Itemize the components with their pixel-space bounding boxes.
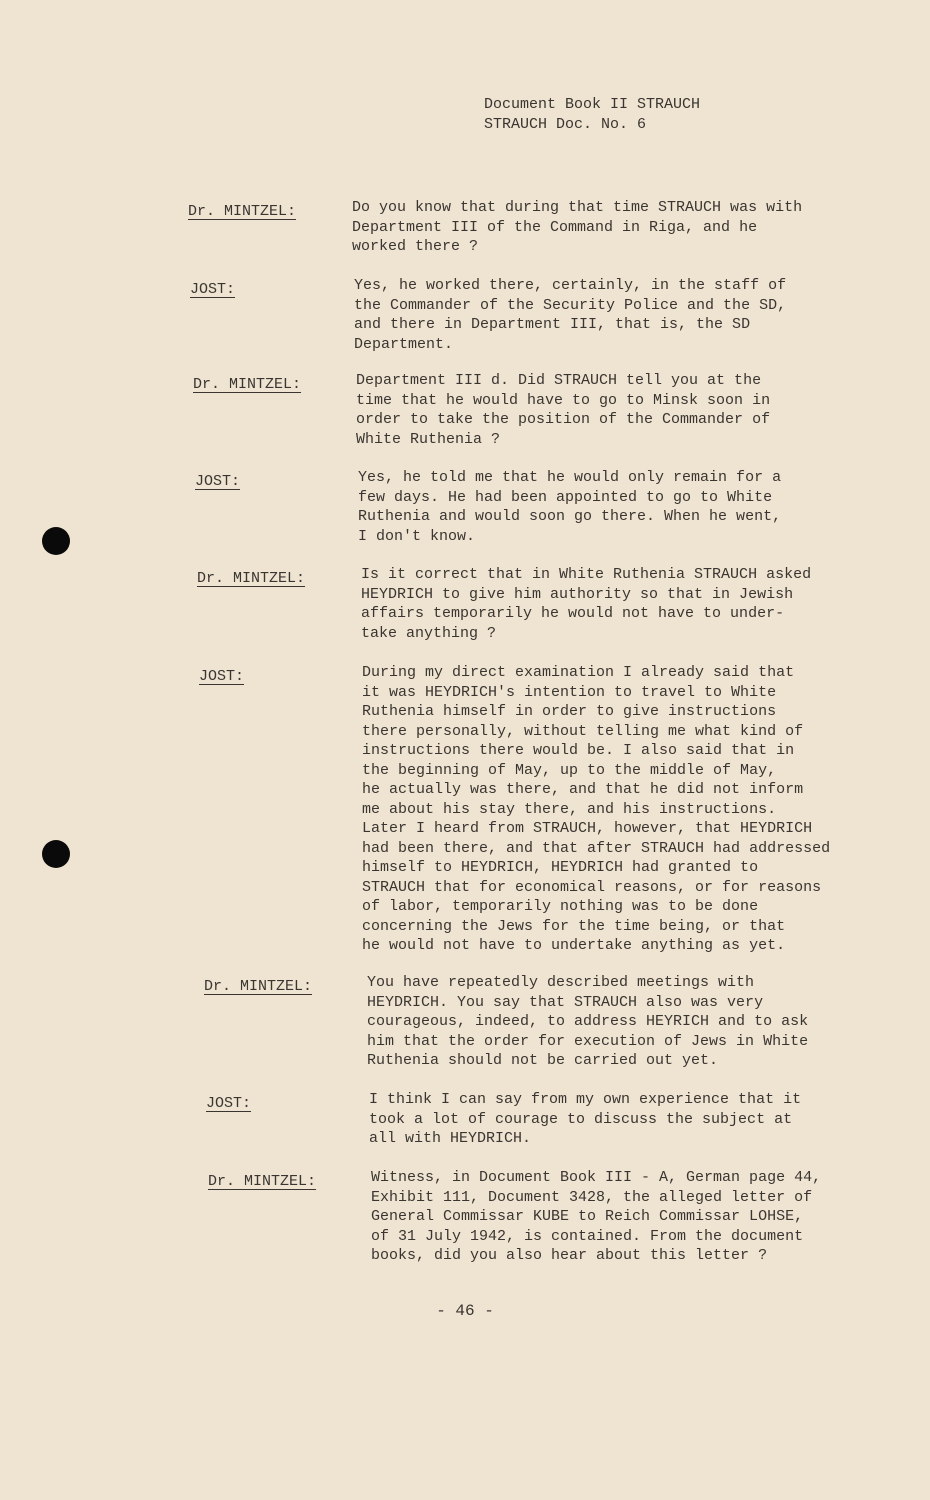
speech-line: I think I can say from my own experience that it <box>369 1091 802 1108</box>
speech-line: instructions there would be. I also said that in <box>362 742 795 759</box>
speech-line: all with HEYDRICH. <box>369 1130 532 1147</box>
speech-line: I don't know. <box>358 527 476 545</box>
speech-line: Department. <box>354 335 454 353</box>
speech-text <box>356 371 856 449</box>
speech-line: concerning the Jews for the time being, or that <box>362 917 786 935</box>
speech-line: Ruthenia himself in order to give instructions <box>362 703 777 720</box>
speech-line: courageous, indeed, to address HEYRICH and to ask <box>367 1013 809 1030</box>
speech-line: there personally, without telling me what kind of <box>362 722 804 740</box>
speech-line: Department III of the Command in Riga, and he <box>352 218 758 236</box>
speech-line: the beginning of May, up to the middle of May, <box>362 761 777 779</box>
speech-line: him that the order for execution of Jews in White <box>367 1032 809 1050</box>
speaker-label: JOST: <box>206 1095 252 1112</box>
speech-line: Exhibit 111, Document 3428, the alleged letter of <box>371 1188 813 1206</box>
speech-text <box>358 468 858 546</box>
speech-line: Witness, in Document Book III - A, German page 44, <box>371 1169 822 1186</box>
speech-line: You have repeatedly described meetings with <box>367 974 755 991</box>
speech-line: few days. He had been appointed to go to White <box>358 488 773 506</box>
speech-line: worked there ? <box>352 238 479 255</box>
speaker-label: JOST: <box>199 668 245 685</box>
speech-line: books, did you also hear about this letter ? <box>371 1247 768 1264</box>
speech-line: affairs temporarily he would not have to under- <box>361 605 785 622</box>
speech-line: White Ruthenia ? <box>356 430 501 448</box>
speech-line: Later I heard from STRAUCH, however, that HEYDRICH <box>362 820 813 837</box>
speaker-label: Dr. MINTZEL: <box>204 978 313 995</box>
header-line-1: Document Book II STRAUCH <box>484 96 701 113</box>
speaker-label: JOST: <box>195 473 241 490</box>
speaker-label: Dr. MINTZEL: <box>208 1173 317 1190</box>
speech-line: STRAUCH that for economical reasons, or for reasons <box>362 878 822 896</box>
speech-line: HEYDRICH to give him authority so that in Jewish <box>361 585 794 603</box>
speech-text <box>352 198 852 257</box>
speech-line: time that he would have to go to Minsk soon in <box>356 391 771 409</box>
speech-text <box>369 1090 869 1149</box>
speech-line: Ruthenia and would soon go there. When he went, <box>358 508 782 525</box>
speech-line: Department III d. Did STRAUCH tell you at the <box>356 372 762 389</box>
speech-line: of 31 July 1942, is contained. From the document <box>371 1227 804 1245</box>
speech-text <box>362 663 862 956</box>
speech-line: HEYDRICH. You say that STRAUCH also was very <box>367 993 764 1011</box>
punch-hole-bottom <box>42 840 70 868</box>
speech-line: me about his stay there, and his instructions. <box>362 800 777 818</box>
speech-line: Ruthenia should not be carried out yet. <box>367 1052 719 1069</box>
document-header <box>484 95 700 135</box>
speech-line: the Commander of the Security Police and the SD, <box>354 296 787 314</box>
page-number: - 46 - <box>436 1302 494 1320</box>
speech-text <box>354 276 854 354</box>
speech-text <box>371 1168 871 1266</box>
punch-hole-top <box>42 527 70 555</box>
speech-text <box>361 565 861 643</box>
speaker-label: Dr. MINTZEL: <box>188 203 297 220</box>
speech-line: Do you know that during that time STRAUCH was with <box>352 199 803 216</box>
speech-line: it was HEYDRICH's intention to travel to White <box>362 683 777 701</box>
speech-line: himself to HEYDRICH, HEYDRICH had granted to <box>362 859 759 876</box>
header-line-2: STRAUCH Doc. No. 6 <box>484 116 647 133</box>
speaker-label: JOST: <box>190 281 236 298</box>
speaker-label: Dr. MINTZEL: <box>193 376 302 393</box>
speech-line: Is it correct that in White Ruthenia STRAUCH asked <box>361 566 812 583</box>
speech-line: During my direct examination I already said that <box>362 664 795 681</box>
speech-line: order to take the position of the Commander of <box>356 411 771 428</box>
speech-line: take anything ? <box>361 624 497 642</box>
speech-line: General Commissar KUBE to Reich Commissar LOHSE, <box>371 1208 804 1225</box>
speech-line: he would not have to undertake anything as yet. <box>362 937 786 954</box>
speaker-label: Dr. MINTZEL: <box>197 570 306 587</box>
speech-text <box>367 973 867 1071</box>
speech-line: and there in Department III, that is, the SD <box>354 316 751 333</box>
speech-line: took a lot of courage to discuss the subject at <box>369 1110 793 1128</box>
speech-line: of labor, temporarily nothing was to be done <box>362 898 759 915</box>
speech-line: Yes, he told me that he would only remain for a <box>358 469 782 486</box>
speech-line: he actually was there, and that he did not inform <box>362 781 804 798</box>
speech-line: Yes, he worked there, certainly, in the staff of <box>354 277 787 294</box>
speech-line: had been there, and that after STRAUCH had addressed <box>362 839 831 857</box>
